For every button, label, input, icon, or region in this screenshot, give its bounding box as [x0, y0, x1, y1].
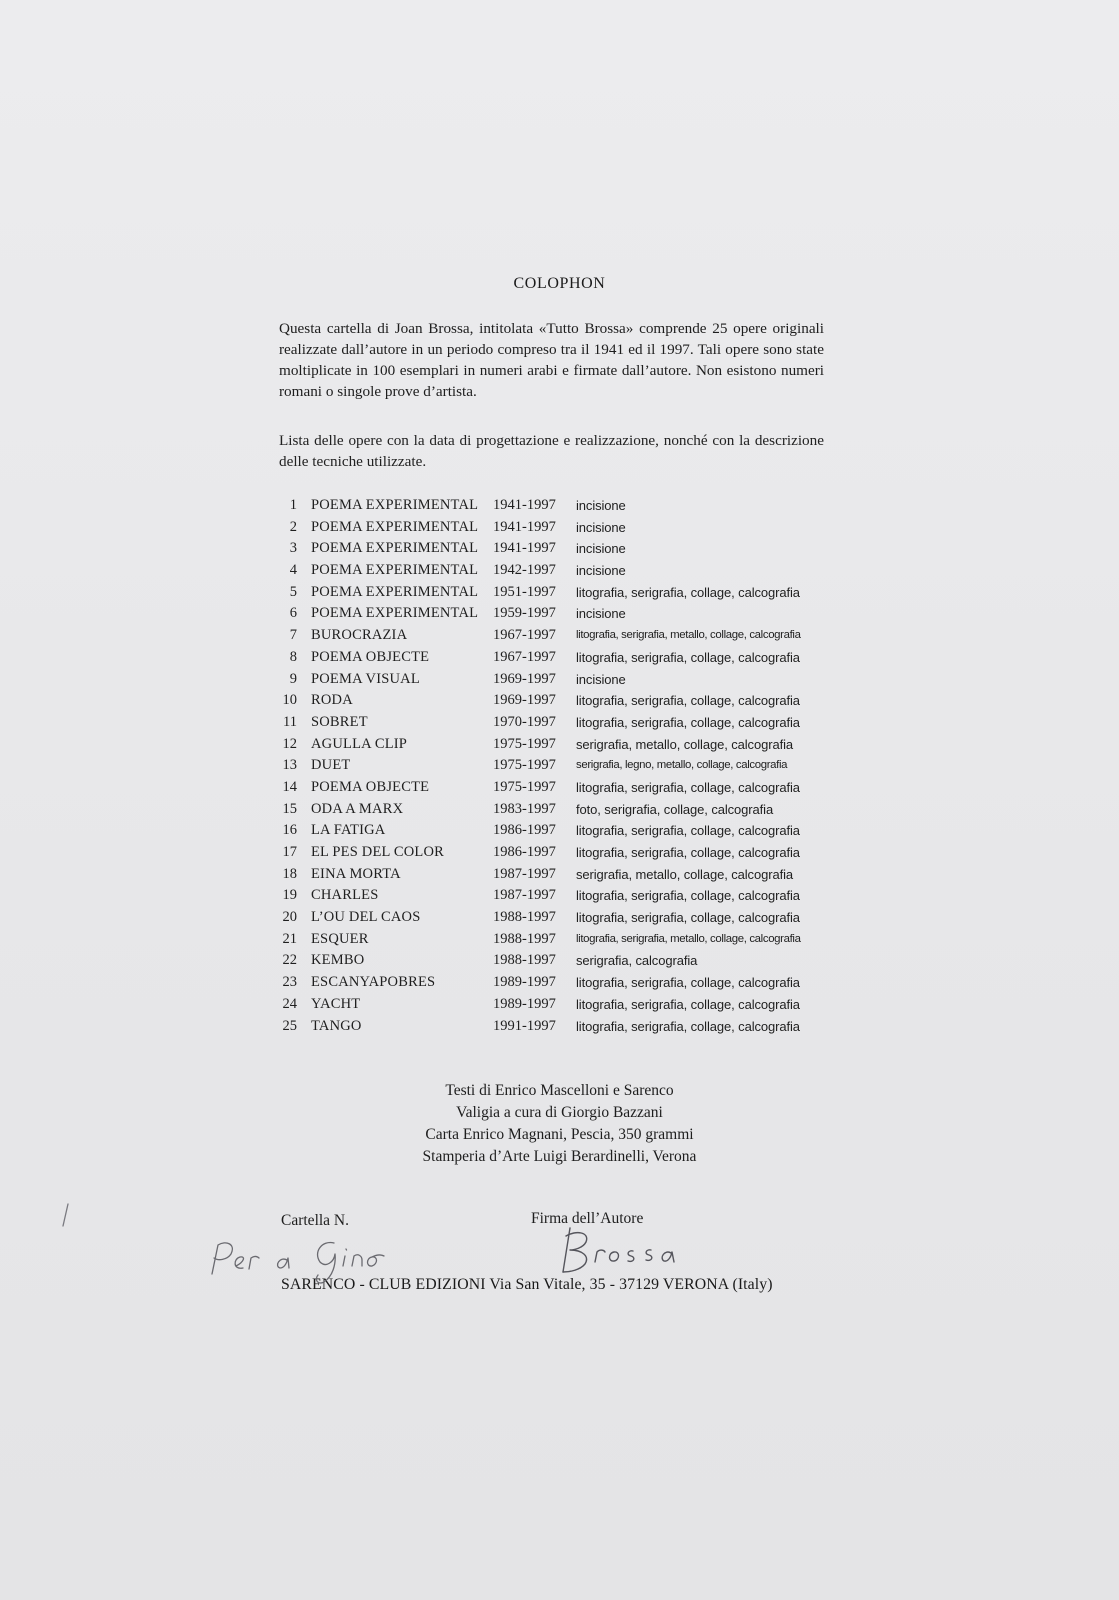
work-dates: 1969-1997 [493, 692, 556, 709]
page-title: COLOPHON [513, 275, 606, 292]
work-title: POEMA EXPERIMENTAL [311, 540, 479, 557]
work-dates: 1941-1997 [493, 540, 556, 557]
work-number: 25 [282, 1017, 297, 1034]
work-number: 22 [282, 952, 297, 969]
credit-line-paper: Carta Enrico Magnani, Pescia, 350 grammi [425, 1126, 694, 1143]
list-intro-paragraph: Lista delle opere con la data di progettazione e realizzazione, nonché con la descrizione delle tecniche utilizzate. [279, 432, 824, 470]
work-number: 1 [289, 497, 297, 513]
work-dates: 1959-1997 [493, 605, 556, 622]
work-title: CHARLES [311, 887, 379, 904]
publisher-line: SARENCO - CLUB EDIZIONI Via San Vitale, 35 - 37129 VERONA (Italy) [281, 1276, 773, 1293]
work-title: POEMA EXPERIMENTAL [311, 518, 479, 535]
work-number: 19 [282, 887, 297, 904]
work-number: 5 [289, 583, 297, 600]
work-dates: 1988-1997 [493, 930, 556, 947]
work-title: POEMA VISUAL [311, 670, 420, 687]
intro-paragraph: Questa cartella di Joan Brossa, intitolata «Tutto Brossa» comprende 25 opere originali realizzate dall’autore in un periodo compreso tra il 1941 ed il 1997. Tali opere sono state moltiplicate in 100 esemplari in numeri arabi e firmate dall’autore. Non esistono numeri romani o singole prove d’artista. [279, 320, 824, 400]
work-number: 4 [289, 562, 297, 579]
work-title: POEMA EXPERIMENTAL [311, 562, 479, 579]
work-dates: 1941-1997 [493, 518, 556, 535]
credit-line-texts: Testi di Enrico Mascelloni e Sarenco [445, 1082, 674, 1099]
work-title: POEMA EXPERIMENTAL [311, 605, 479, 622]
work-title: EINA MORTA [311, 865, 401, 882]
work-title: YACHT [311, 995, 361, 1012]
work-number: 7 [289, 627, 297, 644]
work-number: 13 [282, 757, 297, 774]
work-number: 21 [282, 930, 297, 947]
work-technique: litografia, serigrafia, collage, calcografia [576, 714, 800, 730]
credit-line-case: Valigia a cura di Giorgio Bazzani [456, 1104, 663, 1121]
work-number: 16 [282, 822, 297, 839]
work-dates: 1989-1997 [493, 974, 556, 991]
work-technique: incisione [576, 519, 626, 535]
work-technique: serigrafia, metallo, collage, calcografia [576, 736, 794, 752]
work-title: KEMBO [311, 952, 365, 969]
work-technique: litografia, serigrafia, collage, calcografia [576, 823, 800, 839]
work-number: 9 [289, 670, 297, 687]
author-signature [563, 1228, 674, 1272]
work-dates: 1975-1997 [493, 757, 556, 774]
work-dates: 1941-1997 [493, 497, 556, 513]
work-dates: 1989-1997 [493, 995, 556, 1012]
work-number: 2 [289, 518, 297, 535]
work-dates: 1991-1997 [493, 1017, 556, 1034]
work-technique: litografia, serigrafia, collage, calcografia [576, 584, 800, 600]
work-technique: litografia, serigrafia, collage, calcografia [576, 910, 800, 926]
work-number: 24 [282, 995, 297, 1012]
work-title: LA FATIGA [311, 822, 386, 839]
work-title: DUET [311, 757, 351, 774]
work-dates: 1951-1997 [493, 583, 556, 600]
work-title: ODA A MARX [311, 800, 404, 817]
work-title: POEMA EXPERIMENTAL [311, 497, 479, 513]
work-title: AGULLA CLIP [311, 735, 408, 752]
work-title: SOBRET [311, 713, 368, 730]
work-technique: foto, serigrafia, collage, calcografia [576, 801, 774, 817]
work-number: 14 [282, 778, 297, 795]
work-number: 6 [289, 605, 297, 622]
work-technique: serigrafia, metallo, collage, calcografia [576, 866, 794, 882]
work-title: L’OU DEL CAOS [311, 909, 421, 926]
pencil-tick-mark [63, 1204, 68, 1226]
work-title: BUROCRAZIA [311, 627, 408, 644]
work-technique: litografia, serigrafia, collage, calcografia [576, 779, 800, 795]
work-dates: 1988-1997 [493, 952, 556, 969]
work-title: POEMA OBJECTE [311, 648, 430, 665]
work-number: 3 [289, 540, 297, 557]
work-technique: incisione [576, 541, 626, 557]
work-number: 12 [282, 735, 297, 752]
work-dates: 1970-1997 [493, 713, 556, 730]
work-dates: 1975-1997 [493, 735, 556, 752]
work-technique: litografia, serigrafia, metallo, collage, calcografia [576, 629, 801, 642]
work-technique: litografia, serigrafia, collage, calcografia [576, 845, 800, 860]
work-technique: litografia, serigrafia, collage, calcografia [576, 996, 800, 1012]
work-dates: 1969-1997 [493, 670, 556, 687]
work-title: POEMA EXPERIMENTAL [311, 583, 479, 600]
work-number: 15 [282, 800, 297, 817]
work-technique: litografia, serigrafia, metallo, collage, calcografia [576, 932, 801, 945]
work-dates: 1987-1997 [493, 865, 556, 882]
work-dates: 1987-1997 [493, 887, 556, 904]
work-technique: incisione [576, 671, 626, 687]
work-dates: 1986-1997 [493, 844, 556, 860]
work-technique: serigrafia, calcografia [576, 953, 698, 969]
work-technique: litografia, serigrafia, collage, calcografia [576, 888, 800, 904]
work-title: EL PES DEL COLOR [311, 844, 445, 860]
credit-line-printer: Stamperia d’Arte Luigi Berardinelli, Verona [422, 1148, 697, 1165]
cartella-number-label: Cartella N. [281, 1212, 350, 1229]
work-number: 23 [282, 974, 297, 991]
work-dates: 1967-1997 [493, 627, 556, 644]
work-technique: serigrafia, legno, metallo, collage, calcografia [576, 759, 788, 772]
work-title: ESQUER [311, 930, 369, 947]
handwritten-dedication [212, 1243, 384, 1283]
work-dates: 1975-1997 [493, 778, 556, 795]
work-dates: 1986-1997 [493, 822, 556, 839]
work-number: 10 [282, 692, 297, 709]
work-number: 17 [282, 844, 297, 860]
work-number: 11 [283, 713, 297, 730]
work-technique: incisione [576, 498, 626, 513]
work-title: TANGO [311, 1017, 362, 1034]
work-technique: litografia, serigrafia, collage, calcografia [576, 693, 800, 709]
work-technique: incisione [576, 563, 626, 579]
work-technique: litografia, serigrafia, collage, calcografia [576, 975, 800, 991]
work-title: RODA [311, 692, 353, 709]
work-dates: 1988-1997 [493, 909, 556, 926]
work-technique: litografia, serigrafia, collage, calcografia [576, 649, 800, 665]
work-dates: 1983-1997 [493, 800, 556, 817]
work-title: POEMA OBJECTE [311, 778, 430, 795]
work-technique: incisione [576, 606, 626, 622]
work-technique: litografia, serigrafia, collage, calcografia [576, 1018, 800, 1034]
work-number: 18 [282, 865, 297, 882]
work-dates: 1942-1997 [493, 562, 556, 579]
work-number: 20 [282, 909, 297, 926]
work-dates: 1967-1997 [493, 648, 556, 665]
author-signature-label: Firma dell’Autore [531, 1210, 644, 1227]
work-title: ESCANYAPOBRES [311, 974, 436, 991]
work-number: 8 [289, 648, 297, 665]
